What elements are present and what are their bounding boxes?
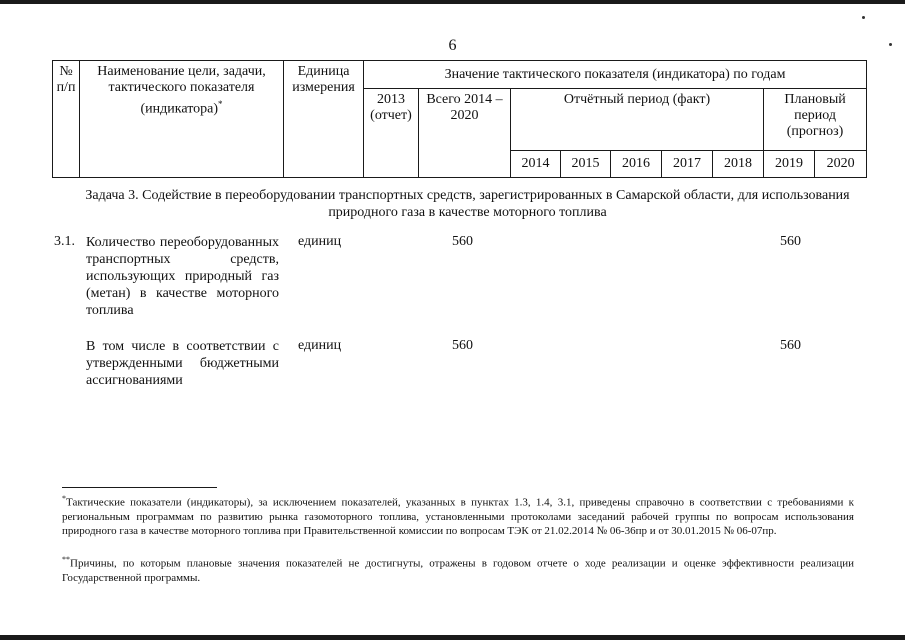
scan-edge-bottom	[0, 635, 905, 640]
header-unit: Единица измерения	[284, 61, 364, 178]
footnote-separator	[62, 487, 217, 488]
header-year: 2018	[713, 151, 764, 178]
header-year: 2017	[662, 151, 713, 178]
header-year: 2019	[764, 151, 815, 178]
row-name: В том числе в соответствии с утвержденными бюджетными ассигнованиями	[86, 339, 279, 388]
header-total: Всего 2014 – 2020	[419, 89, 511, 178]
row-total-value: 560	[452, 234, 473, 249]
header-year: 2014	[511, 151, 561, 178]
indicator-table-header	[52, 60, 867, 178]
page-number: 6	[448, 37, 457, 54]
header-num: № п/п	[53, 61, 80, 178]
row-2019-value: 560	[780, 338, 801, 353]
row-unit: единиц	[298, 234, 342, 249]
row-number: 3.1.	[54, 234, 75, 249]
row-total-value: 560	[452, 338, 473, 353]
header-plan-period: Плановый период (прогноз)	[764, 89, 867, 151]
header-values: Значение тактического показателя (индикатора) по годам	[364, 61, 867, 89]
footnote-2: **Причины, по которым плановые значения показателей не достигнуты, отражены в годовом отчете о ходе реализации и оценке эффективности реализации Государственной программы.	[62, 555, 854, 584]
scan-edge-top	[0, 0, 905, 4]
header-2013: 2013 (отчет)	[364, 89, 419, 178]
row-2019-value: 560	[780, 234, 801, 249]
header-year: 2020	[815, 151, 867, 178]
task-title: Задача 3. Содействие в переоборудовании транспортных средств, зарегистрированных в Самарской области, для использования природного газа в качестве моторного топлива	[85, 188, 850, 220]
scan-speck	[862, 16, 865, 19]
footnote-1: *Тактические показатели (индикаторы), за исключением показателей, указанных в пунктах 1.3, 1.4, 3.1, приведены справочно в соответствии с требованиями к региональным программам по развитию рынка газомоторного топлива, установленными протоколами заседаний рабочей группы по вопросам использования природного газа в качестве моторного топлива при Правительственной комиссии по вопросам ТЭК от 21.02.2014 № 06-36пр и от 30.01.2015 № 06-07пр.	[62, 494, 854, 537]
header-report-period: Отчётный период (факт)	[511, 89, 764, 151]
header-year: 2015	[561, 151, 611, 178]
row-name: Количество переоборудованных транспортных средств, использующих природный газ (метан) в качестве моторного топлива	[86, 235, 279, 318]
row-unit: единиц	[298, 338, 342, 353]
header-year: 2016	[611, 151, 662, 178]
header-name: Наименование цели, задачи, тактического показателя (индикатора)*	[80, 61, 284, 178]
